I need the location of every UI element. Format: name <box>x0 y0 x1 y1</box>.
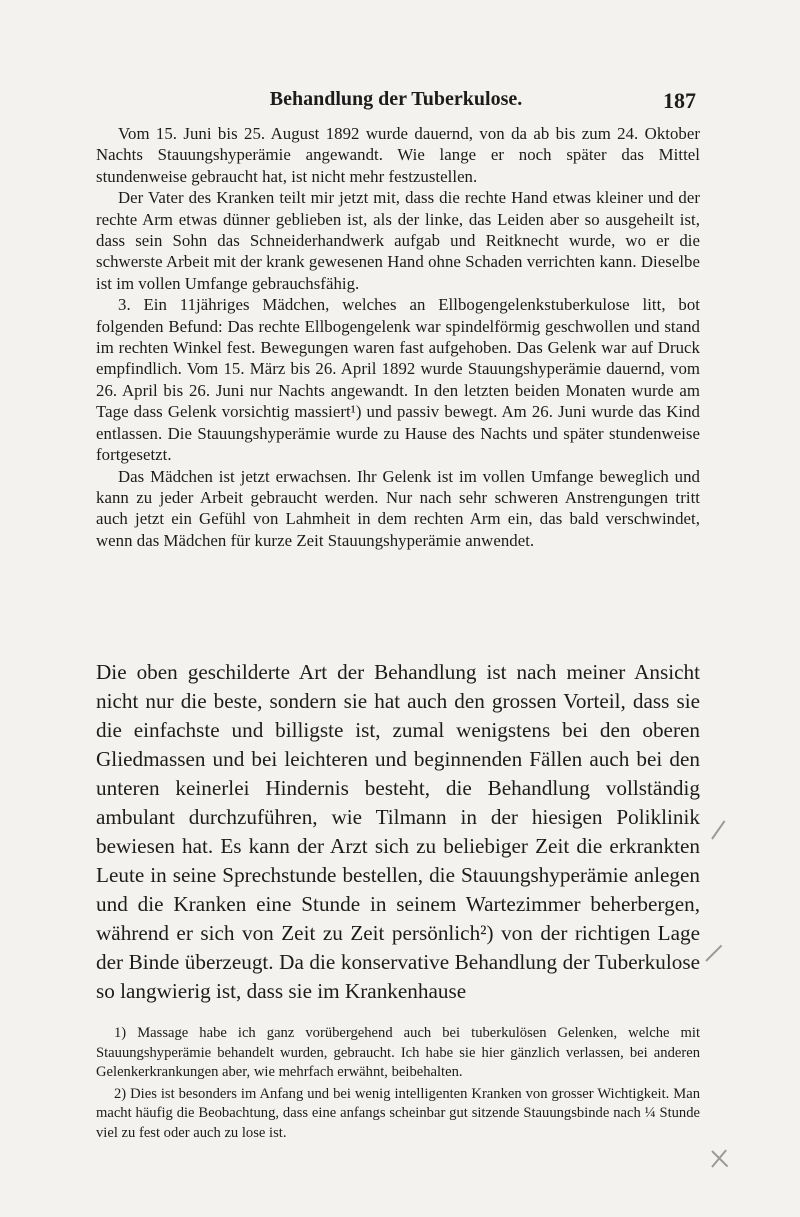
paragraph: Die oben geschilderte Art der Behandlung ist nach meiner Ansicht nicht nur die beste, sondern sie hat auch den grossen Vorteil, dass sie die einfachste und billigste ist, zumal wenigstens bei den oberen Gliedmassen und bei leichteren und beginnenden Fällen auch bei den unteren keinerlei Hindernis besteht, die Behandlung vollständig ambulant durchzuführen, wie Tilmann in der hiesigen Poliklinik bewiesen hat. Es kann der Arzt sich zu beliebiger Zeit die erkrankten Leute in seine Sprechstunde bestellen, die Stauungshyperämie anlegen und die Kranken eine Stunde in seinem Wartezimmer beherbergen, während er sich von Zeit zu Zeit persönlich²) von der richtigen Lage der Binde überzeugt. Da die konservative Behandlung der Tuberkulose so langwierig ist, dass sie im Krankenhause <box>96 660 700 1003</box>
footnotes <box>96 1024 700 1144</box>
margin-pencil-mark <box>705 945 722 962</box>
footnote: 2) Dies ist besonders im Anfang und bei wenig intelligenten Kranken von grosser Wichtigkeit. Man macht häufig die Beobachtung, dass eine anfangs scheinbar gut sitzende Stauungsbinde nach ¼ Stunde viel zu fest oder auch zu lose ist. <box>96 1085 700 1141</box>
page-header <box>96 88 696 114</box>
paragraph: 3. Ein 11jähriges Mädchen, welches an Ellbogengelenkstuberkulose litt, bot folgenden Befund: Das rechte Ellbogengelenk war spindelförmig geschwollen und stand im rechten Winkel fest. Bewegungen waren fast aufgehoben. Das Gelenk war auf Druck empfindlich. Vom 15. März bis 26. April 1892 wurde Stauungshyperämie dauernd, vom 26. April bis 26. Juni nur Nachts angewandt. In den letzten beiden Monaten wurde am Tage dass Gelenk vorsichtig massiert¹) und passiv bewegt. Am 26. Juni wurde das Kind entlassen. Die Stauungshyperämie wurde zu Hause des Nachts und später stundenweise fortgesetzt. <box>96 295 700 465</box>
footnote: 1) Massage habe ich ganz vorübergehend auch bei tuberkulösen Gelenken, welche mit Stauungshyperämie behandelt wurden, gebraucht. Ich habe sie hier gänzlich verlassen, bei anderen Gelenkerkrankungen aber, wie mehrfach erwähnt, beibehalten. <box>96 1025 700 1081</box>
paragraph: Der Vater des Kranken teilt mir jetzt mit, dass die rechte Hand etwas kleiner und der rechte Arm etwas dünner geblieben ist, als der linke, das Leiden aber so ausgeheilt ist, dass sein Sohn das Schneiderhandwerk aufgab und Reitknecht wurde, wo er die schwerste Arbeit mit der krank gewesenen Hand ohne Schaden verrichten kann. Dieselbe ist im vollen Umfange gebrauchsfähig. <box>96 188 700 293</box>
main-text <box>96 658 700 1006</box>
paragraph: Das Mädchen ist jetzt erwachsen. Ihr Gelenk ist im vollen Umfange beweglich und kann zu jeder Arbeit gebraucht werden. Nur nach sehr schweren Anstrengungen tritt auch jetzt ein Gefühl von Lahmheit in dem rechten Arm ein, das bald verschwindet, wenn das Mädchen für kurze Zeit Stauungshyperämie anwendet. <box>96 466 700 550</box>
paragraph: Vom 15. Juni bis 25. August 1892 wurde dauernd, von da ab bis zum 24. Oktober Nachts Stauungshyperämie angewandt. Wie lange er noch später das Mittel stundenweise gebraucht hat, ist nicht mehr festzustellen. <box>96 124 700 186</box>
running-title: Behandlung der Tuberkulose. <box>269 88 523 110</box>
margin-pencil-mark <box>711 820 725 839</box>
page-number: 187 <box>663 88 696 113</box>
case-report-text <box>96 123 700 551</box>
